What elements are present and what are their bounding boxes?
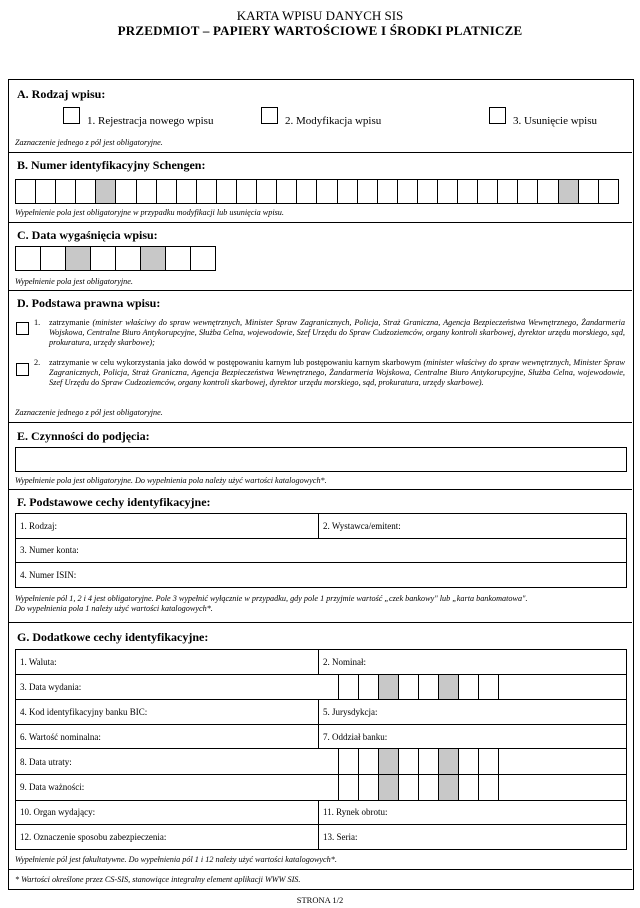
security-marking-field[interactable]: 12. Oznaczenie sposobu zabezpieczenia: bbox=[16, 825, 319, 850]
option-new-entry-label: 1. Rejestracja nowego wpisu bbox=[87, 115, 214, 127]
char-cell[interactable] bbox=[177, 180, 197, 203]
char-cell[interactable] bbox=[137, 180, 157, 203]
date-cell[interactable] bbox=[398, 775, 418, 800]
section-g-note: Wypełnienie pól jest fakultatywne. Do wypełnienia pól 1 i 12 należy użyć wartości katalogowych*. bbox=[15, 855, 337, 864]
char-cell[interactable] bbox=[66, 247, 91, 270]
date-cell[interactable] bbox=[378, 749, 398, 774]
date-cell[interactable] bbox=[338, 775, 358, 800]
section-d-title: D. Podstawa prawna wpisu: bbox=[17, 296, 161, 310]
char-cell[interactable] bbox=[237, 180, 257, 203]
section-a bbox=[9, 80, 632, 153]
char-cell[interactable] bbox=[378, 180, 398, 203]
trading-market-field[interactable]: 11. Rynek obrotu: bbox=[319, 800, 627, 825]
page-number: STRONA 1/2 bbox=[296, 895, 344, 905]
date-cell[interactable] bbox=[338, 749, 358, 774]
date-cell[interactable] bbox=[478, 749, 498, 774]
char-cell[interactable] bbox=[141, 247, 166, 270]
date-cell[interactable] bbox=[418, 675, 438, 700]
char-cell[interactable] bbox=[36, 180, 56, 203]
issue-date-field[interactable] bbox=[16, 674, 627, 700]
char-cell[interactable] bbox=[116, 180, 136, 203]
section-b bbox=[9, 153, 632, 223]
char-cell[interactable] bbox=[398, 180, 418, 203]
section-a-note: Zaznaczenie jednego z pól jest obligatoryjne. bbox=[15, 138, 163, 147]
date-cell-spacer bbox=[498, 675, 626, 700]
char-cell[interactable] bbox=[191, 247, 216, 270]
date-cell[interactable] bbox=[458, 749, 478, 774]
section-f-note-1: Wypełnienie pól 1, 2 i 4 jest obligatoryjne. Pole 3 wypełnić wyłącznie w przypadku, gdy pole 1 przyjmie wartość „czek bankowy" lub „karta bankomatowa". bbox=[15, 594, 528, 603]
date-cell[interactable] bbox=[418, 749, 438, 774]
actions-input[interactable] bbox=[15, 447, 627, 472]
section-e bbox=[9, 423, 632, 490]
char-cell[interactable] bbox=[217, 180, 237, 203]
char-cell[interactable] bbox=[478, 180, 498, 203]
char-cell[interactable] bbox=[16, 180, 36, 203]
issuer-field[interactable]: 2. Wystawca/emitent: bbox=[319, 514, 627, 539]
char-cell[interactable] bbox=[16, 247, 41, 270]
bic-field[interactable]: 4. Kod identyfikacyjny banku BIC: bbox=[16, 700, 319, 725]
section-e-title: E. Czynności do podjęcia: bbox=[17, 429, 150, 443]
date-cell[interactable] bbox=[358, 749, 378, 774]
form-title: KARTA WPISU DANYCH SIS bbox=[236, 8, 404, 23]
date-cell[interactable] bbox=[478, 775, 498, 800]
account-number-field[interactable]: 3. Numer konta: bbox=[16, 538, 627, 563]
section-b-title: B. Numer identyfikacyjny Schengen: bbox=[17, 158, 206, 172]
date-cell[interactable] bbox=[458, 675, 478, 700]
date-cell-spacer bbox=[498, 775, 626, 800]
char-cell[interactable] bbox=[579, 180, 599, 203]
nominal-value-field[interactable]: 6. Wartość nominalna: bbox=[16, 724, 319, 749]
char-cell[interactable] bbox=[91, 247, 116, 270]
char-cell[interactable] bbox=[41, 247, 66, 270]
date-cell[interactable] bbox=[458, 775, 478, 800]
section-f-title: F. Podstawowe cechy identyfikacyjne: bbox=[17, 495, 211, 509]
section-g-title: G. Dodatkowe cechy identyfikacyjne: bbox=[17, 630, 209, 644]
section-g bbox=[9, 623, 632, 870]
char-cell[interactable] bbox=[277, 180, 297, 203]
legal-basis-1-text: zatrzymanie (minister właściwy do spraw wewnętrznych, Minister Spraw Zagranicznych, Policja, Straż Graniczna, Agencja Bezpieczeństwa Wewnętrznego, Żandarmeria Wojskowa, Centralne Biuro Antykorupcyjne, Służba Celna, wojewodowie, Szef Urzędu do Spraw Cudzoziemców, organy kontroli skarbowej, dyrektor urzędu morskiego, sąd, prokuratura, urzędy skarbowe); bbox=[49, 318, 625, 347]
char-cell[interactable] bbox=[197, 180, 217, 203]
validity-date-label: 9. Data ważności: bbox=[20, 782, 85, 793]
isin-field[interactable]: 4. Numer ISIN: bbox=[16, 563, 627, 588]
date-cell[interactable] bbox=[398, 749, 418, 774]
section-a-title: A. Rodzaj wpisu: bbox=[17, 87, 106, 101]
date-cell[interactable] bbox=[478, 675, 498, 700]
section-c-title: C. Data wygaśnięcia wpisu: bbox=[17, 228, 158, 242]
char-cell[interactable] bbox=[498, 180, 518, 203]
char-cell[interactable] bbox=[96, 180, 116, 203]
char-cell[interactable] bbox=[358, 180, 378, 203]
currency-field[interactable]: 1. Waluta: bbox=[16, 650, 319, 675]
char-cell[interactable] bbox=[157, 180, 177, 203]
jurisdiction-field[interactable]: 5. Jurysdykcja: bbox=[319, 700, 627, 725]
legal-basis-2-text: zatrzymanie w celu wykorzystania jako dowód w postępowaniu karnym lub postępowaniu karnym skarbowym (minister właściwy do spraw wewnętrznych, Minister Spraw Zagranicznych, Policja, Straż Graniczna, Agencja Bezpieczeństwa Wewnętrznego, Żandarmeria Wojskowa, Centralne Biuro Antykorupcyjne, Służba Celna, wojewodowie, Szef Urzędu do Spraw Cudzoziemców, organy kontroli skarbowej, dyrektor urzędu morskiego, sąd, prokuratura, urzędy skarbowe). bbox=[49, 358, 625, 387]
char-cell[interactable] bbox=[418, 180, 438, 203]
loss-date-label: 8. Data utraty: bbox=[20, 756, 72, 767]
date-cell[interactable] bbox=[438, 775, 458, 800]
date-cell[interactable] bbox=[358, 675, 378, 700]
option-modify-checkbox[interactable] bbox=[261, 107, 278, 124]
legal-basis-1-number: 1. bbox=[34, 318, 41, 327]
expiry-date-input[interactable] bbox=[15, 246, 216, 271]
nominal-field[interactable]: 2. Nominał: bbox=[319, 650, 627, 675]
char-cell[interactable] bbox=[116, 247, 141, 270]
char-cell[interactable] bbox=[438, 180, 458, 203]
section-b-note: Wypełnienie pola jest obligatoryjne w przypadku modyfikacji lub usunięcia wpisu. bbox=[15, 208, 284, 217]
legal-basis-2-number: 2. bbox=[34, 358, 41, 367]
issuing-authority-field[interactable]: 10. Organ wydający: bbox=[16, 800, 319, 825]
schengen-id-input[interactable] bbox=[15, 179, 619, 204]
legal-basis-1-checkbox[interactable] bbox=[16, 322, 29, 335]
section-e-note: Wypełnienie pola jest obligatoryjne. Do wypełnienia pola należy użyć wartości katalogowych*. bbox=[15, 476, 327, 485]
section-f bbox=[9, 490, 632, 623]
form-frame bbox=[8, 79, 634, 890]
date-cell[interactable] bbox=[358, 775, 378, 800]
option-modify-label: 2. Modyfikacja wpisu bbox=[285, 115, 382, 127]
char-cell[interactable] bbox=[338, 180, 358, 203]
date-cell[interactable] bbox=[338, 675, 358, 700]
option-new-entry-checkbox[interactable] bbox=[63, 107, 80, 124]
footnote: * Wartości określone przez CS-SIS, stanowiące integralny element aplikacji WWW SIS. bbox=[15, 875, 301, 884]
date-cell[interactable] bbox=[378, 775, 398, 800]
char-cell[interactable] bbox=[166, 247, 191, 270]
char-cell[interactable] bbox=[458, 180, 478, 203]
option-delete-label: 3. Usunięcie wpisu bbox=[513, 115, 598, 127]
date-cell-spacer bbox=[498, 749, 626, 774]
loss-date-field[interactable] bbox=[16, 749, 627, 775]
char-cell[interactable] bbox=[76, 180, 96, 203]
date-cell[interactable] bbox=[378, 675, 398, 700]
section-c-note: Wypełnienie pola jest obligatoryjne. bbox=[15, 277, 133, 286]
bank-branch-field[interactable]: 7. Oddział banku: bbox=[319, 724, 627, 749]
legal-basis-2-checkbox[interactable] bbox=[16, 363, 29, 376]
char-cell[interactable] bbox=[559, 180, 579, 203]
date-cell[interactable] bbox=[398, 675, 418, 700]
char-cell[interactable] bbox=[257, 180, 277, 203]
section-c bbox=[9, 223, 632, 291]
section-d-note: Zaznaczenie jednego z pól jest obligatoryjne. bbox=[15, 408, 163, 417]
form-subtitle: PRZEDMIOT – PAPIERY WARTOŚCIOWE I ŚRODKI PLATNICZE bbox=[117, 23, 523, 38]
validity-date-field[interactable] bbox=[16, 774, 627, 800]
date-cell[interactable] bbox=[438, 675, 458, 700]
additional-features-table bbox=[15, 649, 627, 850]
char-cell[interactable] bbox=[518, 180, 538, 203]
char-cell[interactable] bbox=[538, 180, 558, 203]
char-cell[interactable] bbox=[317, 180, 337, 203]
series-field[interactable]: 13. Seria: bbox=[319, 825, 627, 850]
date-cell[interactable] bbox=[438, 749, 458, 774]
char-cell[interactable] bbox=[297, 180, 317, 203]
char-cell[interactable] bbox=[599, 180, 619, 203]
char-cell[interactable] bbox=[56, 180, 76, 203]
option-delete-checkbox[interactable] bbox=[489, 107, 506, 124]
issue-date-label: 3. Data wydania: bbox=[20, 681, 82, 692]
section-f-note-2: Do wypełnienia pola 1 należy użyć wartości katalogowych*. bbox=[15, 604, 213, 613]
date-cell[interactable] bbox=[418, 775, 438, 800]
section-d bbox=[9, 291, 632, 423]
type-field[interactable]: 1. Rodzaj: bbox=[16, 514, 319, 539]
basic-features-table bbox=[15, 513, 627, 588]
